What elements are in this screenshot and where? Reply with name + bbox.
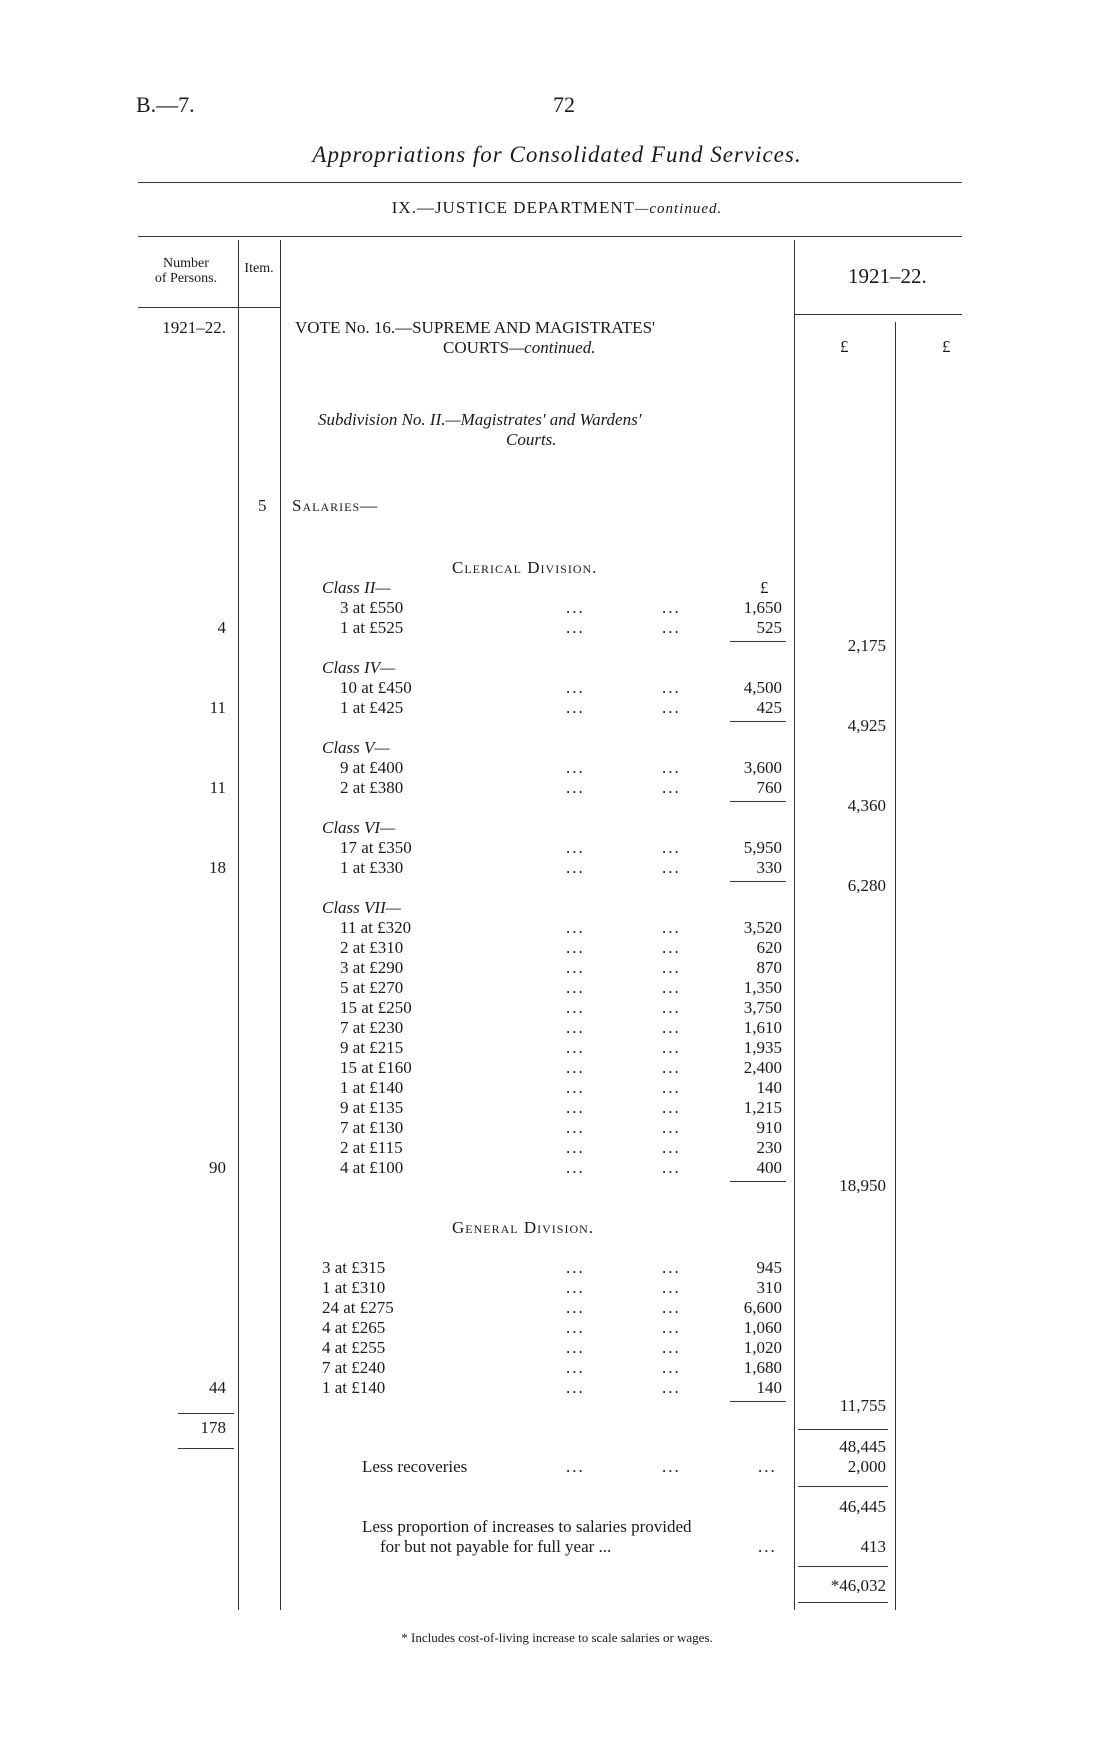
subtotal-rule — [730, 801, 786, 802]
leader-dots: ... — [662, 598, 681, 617]
net-total: 46,445 — [839, 1497, 886, 1516]
leader-dots: ... — [662, 1278, 681, 1297]
gross-rule — [798, 1429, 888, 1430]
leader-dots: ... — [566, 998, 585, 1017]
salary-amount: 4,500 — [743, 678, 782, 697]
vote-heading-continued: COURTS—continued. — [443, 338, 596, 357]
leader-dots: ... — [566, 618, 585, 637]
pound-sign-subtotal: £ — [840, 337, 849, 356]
leader-dots: ... — [566, 1338, 585, 1357]
item-column-header: Item. — [244, 261, 274, 276]
persons-count: 4 — [217, 618, 226, 637]
salary-amount: 1,215 — [743, 1098, 782, 1117]
persons-total-rule-bottom — [178, 1448, 234, 1449]
leader-dots: ... — [566, 698, 585, 717]
class-subtotal: 4,360 — [847, 796, 886, 815]
less-recoveries-amount: 2,000 — [847, 1457, 886, 1476]
salary-line: 5 at £270 — [340, 978, 404, 997]
salary-line: 1 at £310 — [322, 1278, 386, 1297]
salary-line: 1 at £330 — [340, 858, 404, 877]
class-subtotal: 2,175 — [847, 636, 886, 655]
salary-line: 4 at £265 — [322, 1318, 386, 1337]
salaries-heading: Salaries— — [292, 496, 379, 515]
leader-dots: ... — [662, 1358, 681, 1377]
salary-line: 4 at £100 — [340, 1158, 404, 1177]
header-bottom-rule-left — [138, 307, 280, 308]
department-heading: IX.—JUSTICE DEPARTMENT—continued. — [391, 198, 723, 217]
salary-amount: 400 — [756, 1158, 782, 1177]
salary-line: 9 at £215 — [340, 1038, 404, 1057]
class-heading: Class V— — [322, 738, 390, 757]
leader-dots: ... — [566, 838, 585, 857]
class-subtotal: 18,950 — [839, 1176, 886, 1195]
salary-amount: 870 — [756, 958, 782, 977]
leader-dots: ... — [758, 1537, 777, 1556]
final-total: *46,032 — [830, 1576, 886, 1595]
salary-line: 2 at £380 — [340, 778, 404, 797]
salary-line: 1 at £525 — [340, 618, 404, 637]
header-bottom-rule-right — [794, 314, 962, 315]
salary-amount: 425 — [756, 698, 782, 717]
class-heading: Class IV— — [322, 658, 396, 677]
leader-dots: ... — [566, 1078, 585, 1097]
salary-line: 1 at £140 — [340, 1078, 404, 1097]
salary-amount: 5,950 — [743, 838, 782, 857]
leader-dots: ... — [662, 1098, 681, 1117]
persons-count: 44 — [209, 1378, 226, 1397]
persons-column-rule — [238, 240, 239, 1610]
leader-dots: ... — [566, 1378, 585, 1397]
less-recoveries-label: Less recoveries — [362, 1457, 468, 1476]
salary-amount: 620 — [756, 938, 782, 957]
salary-amount: 910 — [756, 1118, 782, 1137]
leader-dots: ... — [662, 678, 681, 697]
salary-amount: 525 — [756, 618, 782, 637]
general-division-heading: General Division. — [452, 1218, 595, 1237]
leader-dots: ... — [662, 758, 681, 777]
leader-dots: ... — [566, 918, 585, 937]
leader-dots: ... — [662, 1038, 681, 1057]
salary-line: 11 at £320 — [340, 918, 412, 937]
class-heading: Class VI— — [322, 818, 396, 837]
leader-dots: ... — [662, 1338, 681, 1357]
salary-line: 2 at £115 — [340, 1138, 403, 1157]
salary-amount: 230 — [756, 1138, 782, 1157]
less-proportion-amount: 413 — [860, 1537, 886, 1556]
leader-dots: ... — [566, 678, 585, 697]
leader-dots: ... — [662, 698, 681, 717]
pound-sign-detail: £ — [760, 578, 769, 597]
salary-line: 3 at £290 — [340, 958, 404, 977]
salary-line: 3 at £550 — [340, 598, 404, 617]
salary-amount: 760 — [756, 778, 782, 797]
leader-dots: ... — [662, 858, 681, 877]
leader-dots: ... — [662, 1457, 681, 1476]
subtotal-rule — [730, 641, 786, 642]
leader-dots: ... — [566, 1138, 585, 1157]
subtotal-rule — [730, 721, 786, 722]
title-rule — [138, 182, 962, 183]
less-proportion-label-cont: for but not payable for full year ... — [380, 1537, 612, 1556]
salary-amount: 330 — [756, 858, 782, 877]
persons-total-rule-top — [178, 1413, 234, 1414]
item-column-rule — [280, 240, 281, 1610]
page-number: 72 — [553, 92, 575, 117]
leader-dots: ... — [566, 1457, 585, 1476]
salary-amount: 3,520 — [743, 918, 782, 937]
leader-dots: ... — [662, 1018, 681, 1037]
leader-dots: ... — [566, 1038, 585, 1057]
salary-line: 1 at £140 — [322, 1378, 386, 1397]
persons-count: 11 — [209, 778, 226, 797]
leader-dots: ... — [662, 1258, 681, 1277]
salary-line: 17 at £350 — [340, 838, 412, 857]
salary-amount: 1,610 — [743, 1018, 782, 1037]
item-number: 5 — [258, 496, 267, 515]
leader-dots: ... — [662, 1158, 681, 1177]
salary-line: 7 at £130 — [340, 1118, 404, 1137]
persons-count: 18 — [209, 858, 226, 877]
final-rule-top — [798, 1566, 888, 1567]
leader-dots: ... — [566, 598, 585, 617]
salary-line: 7 at £240 — [322, 1358, 386, 1377]
salary-amount: 1,060 — [743, 1318, 782, 1337]
class-heading: Class VII— — [322, 898, 401, 917]
subtotal-rule — [730, 881, 786, 882]
final-rule-bottom — [798, 1602, 888, 1603]
leader-dots: ... — [566, 1298, 585, 1317]
salary-line: 9 at £135 — [340, 1098, 404, 1117]
persons-total: 178 — [200, 1418, 226, 1437]
leader-dots: ... — [662, 838, 681, 857]
clerical-division-heading: Clerical Division. — [452, 558, 598, 577]
salary-amount: 1,650 — [743, 598, 782, 617]
salary-line: 24 at £275 — [322, 1298, 394, 1317]
salary-amount: 1,935 — [743, 1038, 782, 1057]
class-heading: Class II— — [322, 578, 391, 597]
leader-dots: ... — [662, 1058, 681, 1077]
leader-dots: ... — [662, 918, 681, 937]
leader-dots: ... — [566, 1278, 585, 1297]
salary-line: 9 at £400 — [340, 758, 404, 777]
header-rule — [138, 236, 962, 237]
subtotal-rule — [730, 1401, 786, 1402]
leader-dots: ... — [566, 978, 585, 997]
salary-amount: 2,400 — [743, 1058, 782, 1077]
salary-line: 2 at £310 — [340, 938, 404, 957]
leader-dots: ... — [662, 958, 681, 977]
leader-dots: ... — [566, 1058, 585, 1077]
gross-total: 48,445 — [839, 1437, 886, 1456]
persons-column-header: Number of Persons. — [154, 256, 218, 286]
amount-column-rule — [895, 322, 896, 1610]
salary-amount: 945 — [756, 1258, 782, 1277]
leader-dots: ... — [566, 958, 585, 977]
class-subtotal: 4,925 — [847, 716, 886, 735]
leader-dots: ... — [566, 1158, 585, 1177]
document-reference: B.—7. — [136, 92, 195, 117]
net-rule — [798, 1486, 888, 1487]
leader-dots: ... — [662, 978, 681, 997]
leader-dots: ... — [566, 1318, 585, 1337]
division-subtotal: 11,755 — [839, 1396, 886, 1415]
salary-amount: 140 — [756, 1078, 782, 1097]
year-column-header: 1921–22. — [848, 264, 927, 288]
salary-line: 7 at £230 — [340, 1018, 404, 1037]
persons-count: 90 — [209, 1158, 226, 1177]
page-title: Appropriations for Consolidated Fund Services. — [312, 142, 802, 167]
leader-dots: ... — [566, 1258, 585, 1277]
leader-dots: ... — [566, 1098, 585, 1117]
leader-dots: ... — [758, 1457, 777, 1476]
leader-dots: ... — [662, 1378, 681, 1397]
salary-amount: 3,750 — [743, 998, 782, 1017]
salary-amount: 140 — [756, 1378, 782, 1397]
footnote: * Includes cost-of-living increase to scale salaries or wages. — [401, 1630, 713, 1645]
salary-amount: 3,600 — [743, 758, 782, 777]
description-column-rule — [794, 240, 795, 1610]
leader-dots: ... — [662, 998, 681, 1017]
persons-count: 11 — [209, 698, 226, 717]
salary-line: 1 at £425 — [340, 698, 404, 717]
leader-dots: ... — [566, 938, 585, 957]
leader-dots: ... — [566, 1118, 585, 1137]
class-subtotal: 6,280 — [847, 876, 886, 895]
subdivision-heading: Subdivision No. II.—Magistrates' and Wardens' — [318, 410, 642, 429]
leader-dots: ... — [662, 778, 681, 797]
salary-amount: 310 — [756, 1278, 782, 1297]
subtotal-rule — [730, 1181, 786, 1182]
leader-dots: ... — [566, 778, 585, 797]
leader-dots: ... — [662, 1118, 681, 1137]
leader-dots: ... — [662, 1138, 681, 1157]
pound-sign-total: £ — [942, 337, 951, 356]
salary-amount: 6,600 — [743, 1298, 782, 1317]
leader-dots: ... — [662, 618, 681, 637]
leader-dots: ... — [662, 1318, 681, 1337]
salary-line: 15 at £250 — [340, 998, 412, 1017]
salary-amount: 1,680 — [743, 1358, 782, 1377]
salary-amount: 1,350 — [743, 978, 782, 997]
subdivision-heading-courts: Courts. — [506, 430, 557, 449]
leader-dots: ... — [566, 1018, 585, 1037]
salary-line: 15 at £160 — [340, 1058, 412, 1077]
salary-line: 4 at £255 — [322, 1338, 386, 1357]
leader-dots: ... — [566, 758, 585, 777]
leader-dots: ... — [662, 1298, 681, 1317]
salary-amount: 1,020 — [743, 1338, 782, 1357]
vote-heading: VOTE No. 16.—SUPREME AND MAGISTRATES' — [295, 318, 656, 337]
persons-year: 1921–22. — [162, 318, 226, 337]
leader-dots: ... — [566, 858, 585, 877]
leader-dots: ... — [662, 938, 681, 957]
salary-line: 10 at £450 — [340, 678, 412, 697]
leader-dots: ... — [566, 1358, 585, 1377]
leader-dots: ... — [662, 1078, 681, 1097]
less-proportion-label: Less proportion of increases to salaries provided — [362, 1517, 692, 1536]
salary-line: 3 at £315 — [322, 1258, 386, 1277]
